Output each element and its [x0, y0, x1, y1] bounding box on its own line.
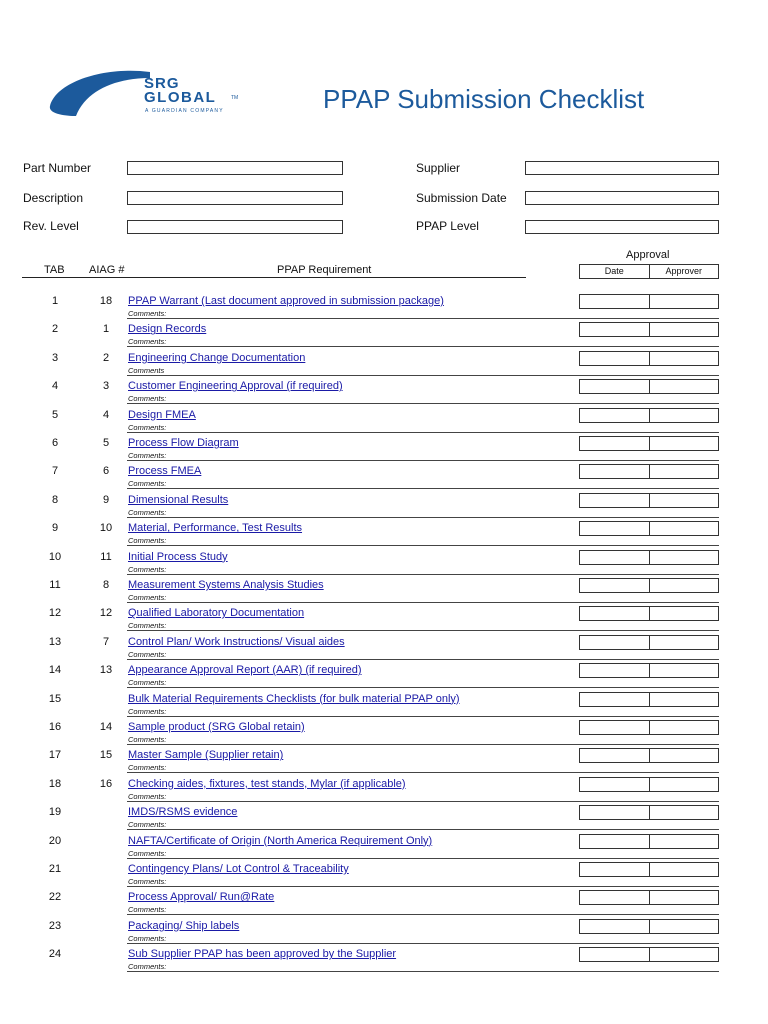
- tab-number: 1: [51, 295, 59, 307]
- date-column-header: Date: [580, 265, 650, 278]
- table-row: [0, 490, 768, 518]
- rev-level-label: Rev. Level: [23, 219, 79, 233]
- tab-number: 4: [51, 380, 59, 393]
- approval-cells: [579, 805, 719, 820]
- approver-cell[interactable]: [650, 380, 719, 393]
- approver-cell[interactable]: [650, 891, 719, 904]
- approval-date-cell[interactable]: [580, 494, 650, 507]
- aiag-number: 16: [99, 777, 113, 790]
- requirement-link[interactable]: NAFTA/Certificate of Origin (North America Requirement Only): [128, 834, 433, 847]
- table-row: [0, 461, 768, 489]
- aiag-number: 10: [99, 522, 113, 535]
- table-row: [0, 632, 768, 660]
- comments-label: Comments:: [128, 735, 167, 744]
- comments-label: Comments:: [128, 564, 167, 574]
- approval-date-cell[interactable]: [580, 522, 650, 535]
- comments-label: Comments:: [128, 422, 167, 432]
- approval-cells: [579, 521, 719, 536]
- tab-number: 14: [48, 664, 62, 677]
- approval-cells: [579, 351, 719, 366]
- comments-label: Comments:: [128, 678, 167, 688]
- aiag-number: 14: [99, 721, 113, 733]
- comments-label: Comments:: [128, 593, 167, 602]
- aiag-number: 12: [99, 607, 113, 620]
- ppap-level-label: PPAP Level: [416, 219, 479, 233]
- approval-date-cell[interactable]: [580, 409, 650, 422]
- comments-label: Comments:: [128, 848, 167, 858]
- approver-cell[interactable]: [650, 920, 719, 933]
- aiag-number: 15: [99, 749, 113, 762]
- approver-cell[interactable]: [650, 323, 719, 336]
- approval-date-cell[interactable]: [580, 352, 650, 365]
- tab-number: 17: [48, 749, 62, 762]
- approval-cells: [579, 663, 719, 678]
- comments-label: Comments:: [128, 877, 167, 886]
- requirement-link[interactable]: Appearance Approval Report (AAR) (if required): [128, 664, 362, 677]
- tab-number: 18: [48, 777, 62, 790]
- approval-cells: [579, 748, 719, 763]
- requirement-link[interactable]: Engineering Change Documentation: [128, 351, 306, 364]
- comments-label: Comments:: [128, 507, 167, 517]
- approval-cells: [579, 464, 719, 479]
- approval-date-cell[interactable]: [580, 835, 650, 848]
- approval-cells: [579, 834, 719, 849]
- table-row: [0, 831, 768, 859]
- table-row: [0, 348, 768, 376]
- table-row: [0, 689, 768, 717]
- logo-trademark: TM: [231, 95, 239, 101]
- approver-cell[interactable]: [650, 749, 719, 762]
- requirement-link[interactable]: Design FMEA: [128, 408, 196, 421]
- aiag-number: 2: [102, 351, 110, 364]
- tab-number: 20: [48, 834, 62, 847]
- requirement-link[interactable]: Material, Performance, Test Results: [128, 522, 303, 535]
- approval-date-cell[interactable]: [580, 920, 650, 933]
- approver-cell[interactable]: [650, 835, 719, 848]
- table-row: [0, 745, 768, 773]
- approval-date-cell[interactable]: [580, 465, 650, 478]
- approval-cells: [579, 890, 719, 905]
- tab-number: 3: [51, 351, 59, 364]
- approval-date-cell[interactable]: [580, 721, 650, 734]
- requirement-link[interactable]: Master Sample (Supplier retain): [128, 749, 284, 762]
- comments-label: Comments:: [128, 962, 167, 972]
- aiag-number: 5: [102, 437, 110, 449]
- approval-date-cell[interactable]: [580, 806, 650, 819]
- comments-label: Comments:: [128, 621, 167, 631]
- description-label: Description: [23, 191, 84, 205]
- requirement-column-header: PPAP Requirement: [277, 264, 372, 276]
- table-row: [0, 660, 768, 688]
- aiag-number: 7: [102, 635, 110, 648]
- approval-cells: [579, 720, 719, 735]
- aiag-number: 18: [99, 295, 113, 307]
- approval-column-headers: [579, 264, 719, 279]
- requirement-link[interactable]: Customer Engineering Approval (if required): [128, 380, 343, 393]
- requirement-link[interactable]: IMDS/RSMS evidence: [128, 806, 238, 819]
- requirement-link[interactable]: Initial Process Study: [128, 550, 228, 563]
- approval-date-cell[interactable]: [580, 749, 650, 762]
- approval-cells: [579, 777, 719, 792]
- approval-date-cell[interactable]: [580, 636, 650, 649]
- table-row: [0, 774, 768, 802]
- approver-cell[interactable]: [650, 636, 719, 649]
- approval-date-cell[interactable]: [580, 948, 650, 961]
- tab-number: 10: [48, 550, 62, 563]
- tab-number: 6: [51, 437, 59, 449]
- tab-number: 7: [51, 465, 59, 478]
- table-row: [0, 518, 768, 546]
- approver-cell[interactable]: [650, 494, 719, 507]
- requirement-link[interactable]: Process Approval/ Run@Rate: [128, 891, 275, 904]
- requirement-link[interactable]: Contingency Plans/ Lot Control & Traceability: [128, 863, 349, 875]
- approval-date-cell[interactable]: [580, 323, 650, 336]
- table-row: [0, 802, 768, 830]
- part-number-label: Part Number: [23, 161, 92, 175]
- srg-global-logo: [46, 68, 239, 120]
- comments-label: Comments: [128, 365, 165, 375]
- approval-date-cell[interactable]: [580, 437, 650, 450]
- aiag-number: 4: [102, 408, 110, 421]
- tab-number: 11: [49, 579, 61, 591]
- tab-number: 2: [51, 323, 59, 336]
- approver-cell[interactable]: [650, 806, 719, 819]
- approver-cell[interactable]: [650, 295, 719, 308]
- approval-cells: [579, 947, 719, 962]
- tab-number: 5: [51, 408, 59, 421]
- table-row: [0, 717, 768, 745]
- approval-date-cell[interactable]: [580, 664, 650, 677]
- approval-cells: [579, 862, 719, 877]
- page-title: PPAP Submission Checklist: [323, 84, 645, 114]
- approval-cells: [579, 493, 719, 508]
- comments-label: Comments:: [128, 791, 167, 801]
- approver-cell[interactable]: [650, 352, 719, 365]
- comments-label: Comments:: [128, 394, 167, 404]
- table-row: [0, 575, 768, 603]
- tab-column-header: TAB: [44, 264, 65, 276]
- comments-label: Comments:: [128, 337, 167, 347]
- approver-cell[interactable]: [650, 693, 719, 706]
- comments-label: Comments:: [128, 451, 167, 460]
- approval-date-cell[interactable]: [580, 693, 650, 706]
- approval-date-cell[interactable]: [580, 891, 650, 904]
- table-row: [0, 916, 768, 944]
- aiag-number: 8: [102, 579, 110, 591]
- approval-cells: [579, 436, 719, 451]
- comments-label: Comments:: [128, 820, 167, 830]
- table-row: [0, 859, 768, 887]
- approval-cells: [579, 322, 719, 337]
- approver-cell[interactable]: [650, 465, 719, 478]
- ppap-level-field[interactable]: [525, 220, 719, 234]
- part-number-field[interactable]: [127, 161, 343, 175]
- logo-global-text: GLOBAL: [144, 89, 217, 106]
- aiag-number: 6: [102, 465, 110, 478]
- approver-cell[interactable]: [650, 551, 719, 564]
- tab-number: 8: [51, 493, 59, 506]
- requirement-link[interactable]: Packaging/ Ship labels: [128, 919, 240, 932]
- requirement-link[interactable]: Dimensional Results: [128, 493, 229, 506]
- approver-cell[interactable]: [650, 664, 719, 677]
- submission-date-label: Submission Date: [416, 191, 507, 205]
- tab-number: 12: [48, 607, 62, 620]
- table-row: [0, 944, 768, 972]
- comments-label: Comments:: [128, 536, 167, 546]
- approval-date-cell[interactable]: [580, 579, 650, 592]
- tab-number: 24: [48, 948, 62, 961]
- requirement-link[interactable]: Process FMEA: [128, 465, 202, 478]
- submission-date-field[interactable]: [525, 191, 719, 205]
- row-divider: [127, 971, 719, 972]
- approval-cells: [579, 408, 719, 423]
- requirement-link[interactable]: Measurement Systems Analysis Studies: [128, 579, 324, 591]
- tab-number: 21: [48, 863, 62, 875]
- requirement-link[interactable]: Sub Supplier PPAP has been approved by the Supplier: [128, 948, 397, 961]
- approver-cell[interactable]: [650, 522, 719, 535]
- comments-label: Comments:: [128, 933, 167, 943]
- approval-cells: [579, 550, 719, 565]
- comments-label: Comments:: [128, 309, 167, 318]
- approver-cell[interactable]: [650, 579, 719, 592]
- description-field[interactable]: [127, 191, 343, 205]
- tab-number: 16: [48, 721, 62, 733]
- comments-label: Comments:: [128, 479, 167, 489]
- tab-number: 23: [48, 919, 62, 932]
- logo-tagline: A GUARDIAN COMPANY: [145, 108, 224, 114]
- table-row: [0, 887, 768, 915]
- approval-cells: [579, 606, 719, 621]
- approval-date-cell[interactable]: [580, 863, 650, 876]
- tab-number: 15: [48, 692, 62, 705]
- approval-date-cell[interactable]: [580, 551, 650, 564]
- aiag-column-header: AIAG #: [89, 264, 125, 276]
- approval-cells: [579, 692, 719, 707]
- aiag-number: 11: [100, 550, 112, 563]
- approval-date-cell[interactable]: [580, 607, 650, 620]
- supplier-label: Supplier: [416, 161, 461, 175]
- comments-label: Comments:: [128, 763, 167, 773]
- table-row: [0, 376, 768, 404]
- requirement-link[interactable]: Sample product (SRG Global retain): [128, 721, 305, 733]
- tab-number: 13: [48, 635, 62, 648]
- approval-cells: [579, 635, 719, 650]
- approver-cell[interactable]: [650, 721, 719, 734]
- aiag-number: 13: [99, 664, 113, 677]
- aiag-number: 3: [102, 380, 110, 393]
- table-row: [0, 319, 768, 347]
- approval-date-cell[interactable]: [580, 295, 650, 308]
- approver-cell[interactable]: [650, 437, 719, 450]
- approver-cell[interactable]: [650, 607, 719, 620]
- tab-number: 19: [48, 806, 62, 819]
- supplier-field[interactable]: [525, 161, 719, 175]
- logo-srg-text: SRG: [144, 75, 180, 92]
- aiag-number: 1: [102, 323, 110, 336]
- approver-column-header: Approver: [665, 266, 703, 276]
- rev-level-field[interactable]: [127, 220, 343, 234]
- requirement-link[interactable]: Checking aides, fixtures, test stands, Mylar (if applicable): [128, 777, 406, 790]
- approver-cell[interactable]: [650, 948, 719, 961]
- approval-date-cell[interactable]: [580, 380, 650, 393]
- approval-date-cell[interactable]: [580, 778, 650, 791]
- table-row: [0, 603, 768, 631]
- header-divider: [22, 277, 526, 278]
- approval-cells: [579, 379, 719, 394]
- tab-number: 9: [51, 522, 59, 535]
- requirement-link[interactable]: Process Flow Diagram: [128, 437, 239, 449]
- comments-label: Comments:: [128, 706, 167, 716]
- comments-label: Comments:: [128, 649, 167, 659]
- comments-label: Comments:: [128, 905, 167, 915]
- approval-cells: [579, 578, 719, 593]
- requirement-link[interactable]: Design Records: [128, 323, 207, 336]
- aiag-number: 9: [102, 493, 110, 506]
- approver-cell[interactable]: [650, 863, 719, 876]
- approval-cells: [579, 919, 719, 934]
- approver-cell[interactable]: [650, 409, 719, 422]
- table-row: [0, 291, 768, 319]
- table-row: [0, 547, 768, 575]
- approval-header: Approval: [626, 249, 670, 261]
- requirement-link[interactable]: Qualified Laboratory Documentation: [128, 607, 305, 620]
- requirement-link[interactable]: PPAP Warrant (Last document approved in submission package): [128, 295, 444, 307]
- tab-number: 22: [48, 891, 62, 904]
- table-row: [0, 405, 768, 433]
- table-row: [0, 433, 768, 461]
- approver-cell[interactable]: [650, 778, 719, 791]
- requirement-link[interactable]: Bulk Material Requirements Checklists (for bulk material PPAP only): [128, 692, 460, 705]
- approval-cells: [579, 294, 719, 309]
- requirement-link[interactable]: Control Plan/ Work Instructions/ Visual aides: [128, 635, 345, 648]
